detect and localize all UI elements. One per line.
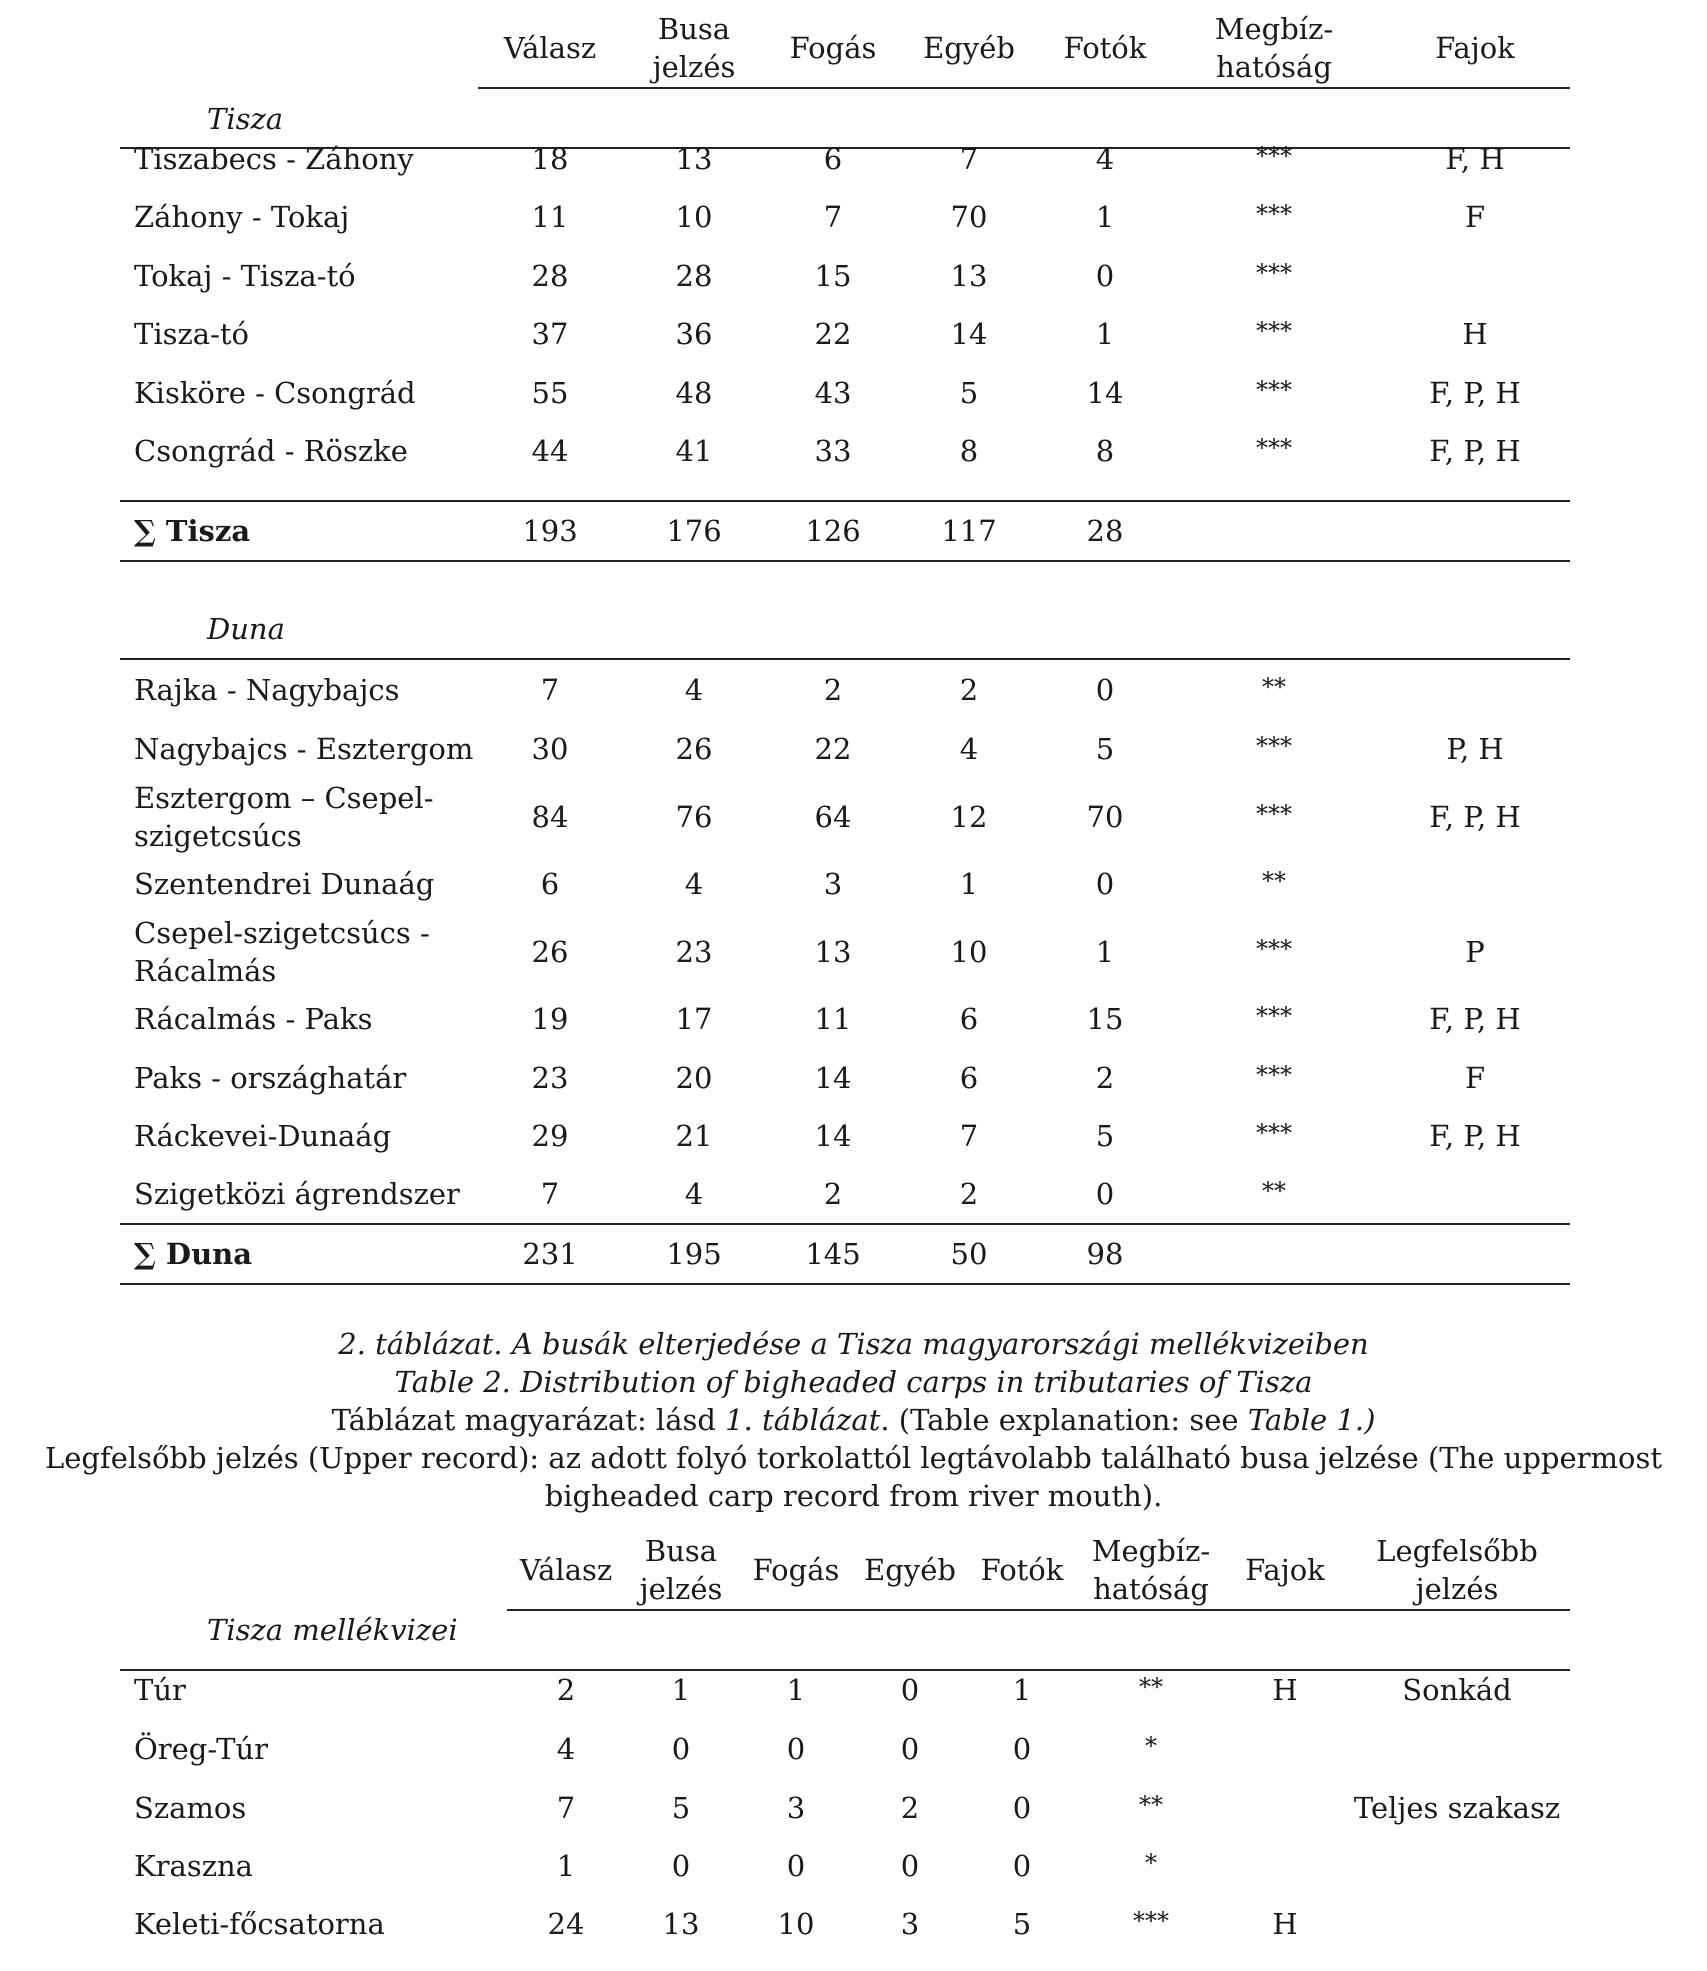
row-label: Nagybajcs - Esztergom (134, 732, 474, 766)
table-cell: F, P, H (1429, 1119, 1521, 1153)
table-cell: H (1272, 1907, 1298, 1941)
table-cell: 17 (675, 1002, 713, 1036)
table-cell: 55 (531, 376, 569, 410)
table-cell: 1 (1095, 200, 1115, 234)
table-cell: 10 (777, 1907, 815, 1941)
table-cell: 3 (786, 1791, 806, 1825)
column-header: Fajok (1245, 1553, 1325, 1587)
column-header: Fogás (789, 31, 877, 65)
table-cell: 5 (1095, 1119, 1115, 1153)
table-cell: 2 (959, 1177, 979, 1211)
table-cell: 7 (556, 1791, 576, 1825)
row-label: Rácalmás - Paks (134, 1002, 373, 1036)
table-cell: 4 (684, 1177, 704, 1211)
total-cell: 176 (666, 514, 722, 548)
table-cell: F, P, H (1429, 1002, 1521, 1036)
column-header: Busa jelzés (639, 1534, 723, 1606)
column-header: Megbíz- hatóság (1214, 12, 1334, 84)
table-cell: 6 (540, 867, 560, 901)
row-label: Esztergom – Csepel- szigetcsúcs (134, 781, 434, 853)
reliability-cell: *** (1256, 376, 1292, 404)
table-cell: P, H (1446, 732, 1504, 766)
reliability-cell: *** (1256, 259, 1292, 287)
section-title: Tisza mellékvizei (207, 1613, 458, 1647)
section-title: Tisza (207, 102, 284, 136)
table-cell: 26 (675, 732, 713, 766)
reliability-cell: *** (1133, 1907, 1169, 1935)
table-cell: 23 (675, 935, 713, 969)
total-rule (120, 1223, 1570, 1225)
total-cell: 193 (522, 514, 578, 548)
table-cell: 3 (900, 1907, 920, 1941)
total-label: ∑ Tisza (134, 514, 251, 548)
table-cell: 18 (531, 142, 569, 176)
table-cell: 6 (959, 1061, 979, 1095)
column-header: Válasz (519, 1553, 613, 1587)
table-cell: 23 (531, 1061, 569, 1095)
table-cell: 37 (531, 317, 569, 351)
reliability-cell: *** (1256, 1002, 1292, 1030)
total-cell: 126 (805, 514, 861, 548)
table-cell: 2 (823, 673, 843, 707)
table-cell: 0 (1095, 867, 1115, 901)
row-label: Tiszabecs - Záhony (134, 142, 414, 176)
column-header: Legfelsőbb jelzés (1376, 1534, 1538, 1606)
table-cell: 10 (950, 935, 988, 969)
table-cell: 7 (959, 1119, 979, 1153)
table-cell: 7 (823, 200, 843, 234)
header-rule (507, 1609, 1570, 1611)
table-cell: F, H (1445, 142, 1505, 176)
table-cell: 0 (786, 1732, 806, 1766)
column-header: Egyéb (864, 1553, 956, 1587)
table-cell: F (1464, 200, 1486, 234)
total-label: ∑ Duna (134, 1237, 253, 1271)
table-cell: Teljes szakasz (1353, 1791, 1561, 1825)
table-cell: 36 (675, 317, 713, 351)
table-cell: 44 (531, 434, 569, 468)
table-cell: H (1462, 317, 1488, 351)
row-label: Paks - országhatár (134, 1061, 407, 1095)
reliability-cell: *** (1256, 434, 1292, 462)
reliability-cell: *** (1256, 935, 1292, 963)
column-header: Fogás (752, 1553, 840, 1587)
table-cell: 0 (900, 1673, 920, 1707)
table-cell: 4 (684, 673, 704, 707)
reliability-cell: * (1145, 1732, 1157, 1760)
caption-explanation-part: . (Table explanation: see (880, 1403, 1248, 1437)
caption-upper-record-note: Legfelsőbb jelzés (Upper record): az adott folyó torkolattól legtávolabb található busa jelzése (The uppermost (45, 1441, 1662, 1475)
table-cell: 5 (959, 376, 979, 410)
table-cell: 11 (814, 1002, 852, 1036)
total-rule (120, 500, 1570, 502)
table-cell: 1 (556, 1849, 576, 1883)
reliability-cell: *** (1256, 732, 1292, 760)
row-label: Kisköre - Csongrád (134, 376, 416, 410)
table-cell: 2 (823, 1177, 843, 1211)
total-cell: 231 (522, 1237, 578, 1271)
row-label: Szentendrei Dunaág (134, 867, 435, 901)
table-cell: 13 (662, 1907, 700, 1941)
reliability-cell: ** (1139, 1791, 1163, 1819)
table-cell: 11 (531, 200, 569, 234)
row-label: Csongrád - Röszke (134, 434, 408, 468)
table-cell: 29 (531, 1119, 569, 1153)
table-cell: 8 (1095, 434, 1115, 468)
row-label: Szigetközi ágrendszer (134, 1177, 460, 1211)
table-cell: 76 (675, 800, 713, 834)
row-label: Rajka - Nagybajcs (134, 673, 400, 707)
table-cell: 26 (531, 935, 569, 969)
table-cell: 0 (1095, 673, 1115, 707)
row-label: Záhony - Tokaj (134, 200, 350, 234)
table-cell: 1 (959, 867, 979, 901)
table-cell: 15 (814, 259, 852, 293)
reliability-cell: ** (1262, 867, 1286, 895)
table-cell: 0 (671, 1732, 691, 1766)
reliability-cell: *** (1256, 1119, 1292, 1147)
total-cell: 98 (1086, 1237, 1124, 1271)
table-cell: 70 (1086, 800, 1124, 834)
table-cell: 14 (1086, 376, 1124, 410)
table-cell: 0 (1012, 1791, 1032, 1825)
section-bottom-rule (120, 560, 1570, 562)
table-cell: 10 (675, 200, 713, 234)
table-cell: 28 (675, 259, 713, 293)
table-cell: 7 (540, 1177, 560, 1211)
table-cell: 6 (959, 1002, 979, 1036)
table-cell: 5 (671, 1791, 691, 1825)
row-label: Ráckevei-Dunaág (134, 1119, 392, 1153)
column-header: Fajok (1435, 31, 1515, 65)
reliability-cell: *** (1256, 200, 1292, 228)
table-cell: 4 (959, 732, 979, 766)
caption-explanation-part: Table 1.) (1247, 1403, 1376, 1437)
table-cell: 21 (675, 1119, 713, 1153)
table-cell: 2 (959, 673, 979, 707)
section-rule (120, 1669, 1570, 1671)
caption-upper-record-note-cont: bigheaded carp record from river mouth). (544, 1479, 1163, 1513)
table-cell: 4 (556, 1732, 576, 1766)
table-cell: 1 (1012, 1673, 1032, 1707)
column-header: Busa jelzés (652, 12, 736, 84)
table-cell: 43 (814, 376, 852, 410)
table-cell: 3 (823, 867, 843, 901)
total-cell: 50 (950, 1237, 988, 1271)
table-cell: Sonkád (1402, 1673, 1512, 1707)
table-cell: 1 (1095, 317, 1115, 351)
table-cell: 13 (950, 259, 988, 293)
table-cell: 22 (814, 317, 852, 351)
reliability-cell: ** (1262, 1177, 1286, 1205)
table-cell: 33 (814, 434, 852, 468)
table-cell: 0 (786, 1849, 806, 1883)
table-cell: 14 (814, 1061, 852, 1095)
table-cell: 48 (675, 376, 713, 410)
table-cell: 84 (531, 800, 569, 834)
table-cell: 0 (900, 1849, 920, 1883)
caption-explanation (0, 1401, 1707, 1439)
table-cell: 64 (814, 800, 852, 834)
row-label: Keleti-főcsatorna (134, 1907, 385, 1941)
table-cell: 13 (675, 142, 713, 176)
table-cell: 14 (814, 1119, 852, 1153)
total-cell: 117 (941, 514, 997, 548)
total-cell: 145 (805, 1237, 861, 1271)
table-cell: 30 (531, 732, 569, 766)
table-bottom-rule (120, 1283, 1570, 1285)
total-cell: 195 (666, 1237, 722, 1271)
table-cell: 24 (547, 1907, 585, 1941)
caption-explanation-part: 1. táblázat (725, 1403, 881, 1437)
row-label: Csepel-szigetcsúcs - Rácalmás (134, 916, 430, 988)
table-cell: 19 (531, 1002, 569, 1036)
reliability-cell: *** (1256, 800, 1292, 828)
reliability-cell: *** (1256, 142, 1292, 170)
column-header: Egyéb (923, 31, 1015, 65)
section-title: Duna (207, 612, 285, 646)
table-cell: 15 (1086, 1002, 1124, 1036)
table-cell: 1 (786, 1673, 806, 1707)
table-cell: 20 (675, 1061, 713, 1095)
table-cell: 0 (900, 1732, 920, 1766)
table-cell: 0 (1095, 1177, 1115, 1211)
row-label: Szamos (134, 1791, 247, 1825)
table-cell: 7 (959, 142, 979, 176)
table-cell: F, P, H (1429, 376, 1521, 410)
row-label: Tokaj - Tisza-tó (134, 259, 356, 293)
reliability-cell: ** (1139, 1673, 1163, 1701)
table-cell: 6 (823, 142, 843, 176)
column-header: Válasz (503, 31, 597, 65)
total-cell: 28 (1086, 514, 1124, 548)
table-cell: 22 (814, 732, 852, 766)
table-cell: 5 (1095, 732, 1115, 766)
table-cell: H (1272, 1673, 1298, 1707)
caption-explanation-part: Táblázat magyarázat: lásd (331, 1403, 726, 1437)
table-cell: F (1464, 1061, 1486, 1095)
column-header: Fotók (980, 1553, 1064, 1587)
table-cell: 0 (1095, 259, 1115, 293)
table-cell: 0 (1012, 1732, 1032, 1766)
column-header: Fotók (1063, 31, 1147, 65)
table-cell: 1 (671, 1673, 691, 1707)
table-cell: 0 (1012, 1849, 1032, 1883)
table-cell: 2 (1095, 1061, 1115, 1095)
row-label: Öreg-Túr (134, 1732, 269, 1766)
table-cell: 1 (1095, 935, 1115, 969)
table-cell: 4 (684, 867, 704, 901)
row-label: Tisza-tó (134, 317, 249, 351)
row-label: Túr (134, 1673, 186, 1707)
table-cell: 2 (900, 1791, 920, 1825)
table-cell: 4 (1095, 142, 1115, 176)
table-cell: 7 (540, 673, 560, 707)
table-caption (0, 1325, 1707, 1515)
table-cell: 5 (1012, 1907, 1032, 1941)
header-rule (478, 87, 1570, 89)
reliability-cell: *** (1256, 1061, 1292, 1089)
table-cell: F, P, H (1429, 434, 1521, 468)
table-cell: 8 (959, 434, 979, 468)
table-cell: 0 (671, 1849, 691, 1883)
row-label: Kraszna (134, 1849, 253, 1883)
caption-title-en: Table 2. Distribution of bigheaded carps in tributaries of Tisza (394, 1365, 1313, 1399)
table-cell: 12 (950, 800, 988, 834)
table-cell: 13 (814, 935, 852, 969)
section-rule (120, 658, 1570, 660)
table-cell: 2 (556, 1673, 576, 1707)
caption-title-hu: 2. táblázat. A busák elterjedése a Tisza magyarországi mellékvizeiben (338, 1327, 1369, 1361)
column-header: Megbíz- hatóság (1091, 1534, 1211, 1606)
table-cell: 28 (531, 259, 569, 293)
table-cell: F, P, H (1429, 800, 1521, 834)
table-cell: P (1465, 935, 1485, 969)
table-cell: 14 (950, 317, 988, 351)
table-cell: 41 (675, 434, 713, 468)
reliability-cell: *** (1256, 317, 1292, 345)
reliability-cell: * (1145, 1849, 1157, 1877)
table-cell: 70 (950, 200, 988, 234)
reliability-cell: ** (1262, 673, 1286, 701)
